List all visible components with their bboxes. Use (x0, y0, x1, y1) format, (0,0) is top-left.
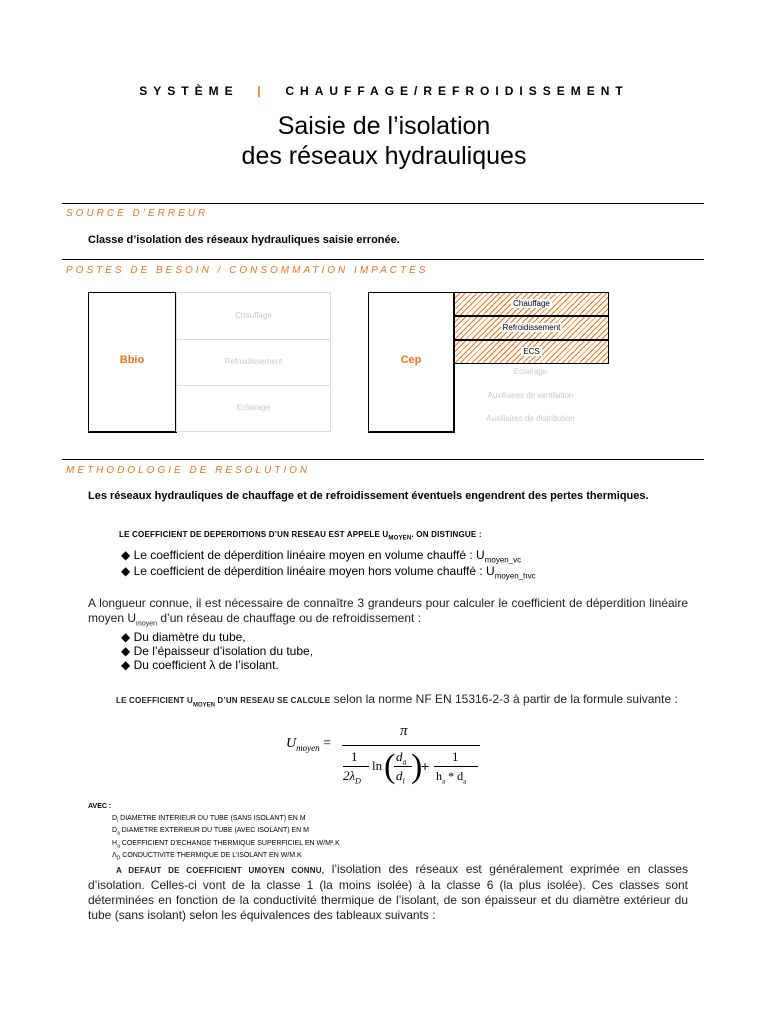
paragraph (88, 692, 688, 713)
calc-caps-sub: MOYEN (192, 702, 215, 709)
formula-da-text: d (396, 749, 403, 764)
section-heading-methodo: METHODOLOGIE DE RESOLUTION (66, 465, 311, 476)
formula-u-sub: moyen (296, 742, 320, 753)
page-title-line2: des réseaux hydrauliques (241, 142, 527, 170)
list-item (121, 644, 313, 658)
bbio-item: Eclairage (236, 403, 271, 412)
cep-impacted-item (454, 340, 609, 364)
diamond-bullet-icon: ◆ (121, 644, 131, 658)
list-item-text: Du diamètre du tube, (133, 630, 246, 644)
legend-list (112, 814, 340, 864)
cep-impacted-item (454, 316, 609, 340)
cep-item: Eclairage (513, 367, 548, 376)
kicker-separator: | (257, 84, 267, 98)
paragraph-text: selon la norme NF EN 15316-2-3 à partir de la formule suivante : (330, 692, 678, 706)
formula-di (396, 768, 405, 786)
formula-u: U (286, 736, 297, 751)
bbio-items (176, 292, 331, 432)
coef-intro-sub: MOYEN (388, 535, 412, 542)
formula-da-sub: a (402, 757, 407, 767)
formula-bar (394, 766, 412, 767)
list-item-sub: moyen_hvc (494, 571, 536, 581)
formula-ln: ln (372, 758, 383, 773)
formula-di-text: d (396, 768, 403, 783)
diamond-bullet-icon: ◆ (121, 630, 131, 644)
legend-text: CONDUCTIVITE THERMIQUE DE L’ISOLANT EN W/M.K (120, 852, 302, 860)
section-heading-source: SOURCE D’ERREUR (66, 208, 209, 219)
divider (62, 459, 704, 460)
formula-one: 1 (351, 749, 358, 764)
cep-impacted-label: Chauffage (513, 299, 550, 308)
formula-paren-close: ) (411, 748, 423, 785)
kicker-right: CHAUFFAGE/REFROIDISSEMENT (285, 84, 629, 98)
formula-plus: + (421, 758, 430, 774)
coef-intro (119, 530, 482, 542)
formula-two-lambda-text: 2λ (343, 768, 356, 783)
list-item (121, 658, 279, 672)
formula-equals: = (323, 736, 332, 751)
legend-symbol: D (112, 815, 118, 822)
legend-text: COEFFICIENT D’ECHANGE THERMIQUE SUPERFICIEL EN W/M².K (119, 839, 340, 847)
bbio-item: Chauffage (177, 293, 330, 340)
coef-intro-text: LE COEFFICIENT DE DEPERDITIONS D’UN RESEAU EST APPELE U (119, 530, 389, 539)
defaut-caps-text: A DEFAUT DE COEFFICIENT UMOYEN CONNU, (116, 866, 325, 875)
legend-sub: a (117, 843, 120, 850)
legend-sub: a (117, 830, 120, 837)
formula-da (396, 749, 407, 767)
bbio-item: Refroidissement (177, 339, 330, 386)
formula-one-2: 1 (452, 749, 459, 764)
list-item (121, 630, 246, 644)
bbio-box (88, 292, 177, 433)
paragraph-text-end: d’un réseau de chauffage ou de refroidissement : (157, 611, 421, 625)
cep-impacted-label: Refroidissement (502, 323, 561, 332)
calc-caps-text: LE COEFFICIENT U (116, 696, 193, 705)
list-item-sub: moyen_vc (484, 555, 522, 565)
legend-symbol: D (112, 827, 118, 835)
section-heading-postes: POSTES DE BESOIN / CONSOMMATION IMPACTES (66, 265, 429, 276)
legend-sub: i (117, 818, 119, 825)
diamond-bullet-icon: ◆ (121, 564, 131, 578)
formula-d-sub: a (463, 777, 467, 786)
cep-item: Auxiliaires de ventilation (487, 391, 574, 400)
legend-symbol: Λ (112, 852, 117, 860)
formula-bar (343, 766, 369, 767)
legend-item (112, 814, 340, 826)
page-title-line1: Saisie de l’isolation (277, 112, 491, 140)
legend-item (112, 826, 340, 838)
formula-h-sub: a (442, 777, 446, 786)
paragraph (88, 596, 688, 631)
formula-h (436, 769, 466, 785)
cep-item: Auxiliaires de distribution (486, 414, 575, 423)
coef-intro-text-end: . ON DISTINGUE : (411, 530, 482, 539)
paragraph (88, 862, 688, 923)
list-item-text: De l’épaisseur d’isolation du tube, (133, 644, 314, 658)
cep-box (368, 292, 455, 433)
paragraph-text: l’isolation des réseaux est généralement exprimée en classes d’isolation. Celles-ci vont de la classe 1 (la moins isolée) à la classe 6 (la plus isolée). Ces classes sont déterminées en fonction de la conductivité thermique de l’isolant, de son épaisseur et du diamètre extérieur du tube (sans isolant) selon les équivalences des tableaux suivants : (88, 862, 688, 922)
formula-star-d: * d (445, 769, 464, 783)
formula-main-bar (342, 745, 480, 746)
formula-numerator: π (400, 723, 408, 739)
list-item-text: Le coefficient de déperdition linéaire moyen hors volume chauffé : U (133, 564, 495, 578)
bbio-label: Bbio (119, 354, 145, 366)
divider (62, 203, 704, 204)
paragraph-sub: moyen (136, 620, 158, 628)
methodo-intro: Les réseaux hydrauliques de chauffage et de refroidissement éventuels engendrent des pertes thermiques. (88, 490, 649, 502)
diamond-bullet-icon: ◆ (121, 548, 131, 562)
cep-label: Cep (400, 354, 422, 366)
legend-sub: D (116, 855, 121, 862)
formula-di-sub: i (402, 776, 405, 786)
calc-caps-text-end: D’UN RESEAU SE CALCULE (215, 696, 331, 705)
cep-impacted-label: ECS (523, 347, 540, 356)
error-source-text: Classe d’isolation des réseaux hydrauliques saisie erronée. (88, 234, 400, 246)
paragraph-text: A longueur connue, il est nécessaire de connaître 3 grandeurs pour calculer le coefficient de déperdition linéaire moyen U (88, 596, 688, 625)
list-item (121, 548, 521, 564)
formula-two-lambda (343, 768, 361, 786)
list-item-text: Du coefficient λ de l’isolant. (133, 658, 279, 672)
divider (62, 259, 704, 260)
list-item-text: Le coefficient de déperdition linéaire moyen en volume chauffé : U (133, 548, 485, 562)
formula-lambda-sub: D (355, 776, 361, 786)
kicker-left: SYSTÈME (139, 84, 239, 98)
formula-paren-open: ( (384, 748, 396, 785)
diamond-bullet-icon: ◆ (121, 658, 131, 672)
legend-item (112, 839, 340, 851)
legend-text: DIAMETRE INTERIEUR DU TUBE (SANS ISOLANT) EN M (118, 815, 306, 822)
formula-h-text: h (436, 769, 442, 783)
legend-symbol: H (112, 839, 118, 847)
legend-text: DIAMETRE EXTERIEUR DU TUBE (AVEC ISOLANT) EN M (119, 827, 309, 835)
section-kicker (0, 84, 768, 98)
list-item (121, 564, 536, 580)
cep-impacted-item (454, 292, 609, 316)
formula-bar (434, 766, 478, 767)
legend-avec: AVEC : (88, 803, 112, 810)
formula-lhs (286, 736, 331, 753)
